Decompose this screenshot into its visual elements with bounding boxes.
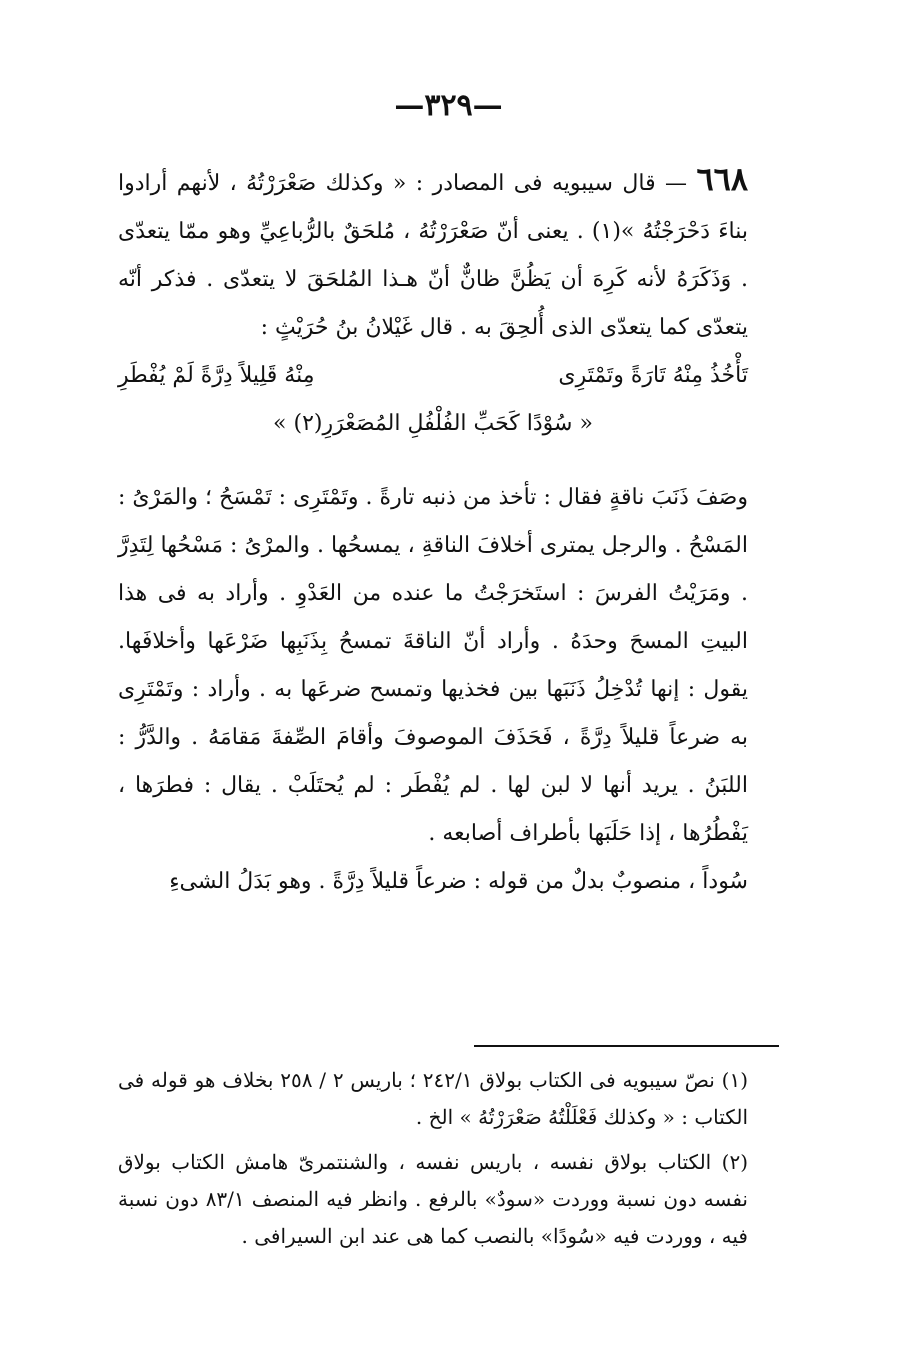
footnote-separator: [474, 1045, 779, 1047]
commentary-paragraph-1: وصَفَ ذَنَبَ ناقةٍ فقال : تأخذ من ذنبه تارةً . وتَمْتَرِى : تَمْسَحُ ؛ والمَرْىُ : المَسْحُ . والرجل يمترى أخلافَ الناقةِ ، يمسحُها . والمرْىُ : مَسْحُها لِتَدِرَّ . ومَرَيْتُ الفرسَ : استَخرَجْتُ ما عنده من العَدْوِ . وأراد به فى هذا البيتِ المسحَ وحدَهُ . وأراد أنّ الناقةَ تمسحُ بِذَنَبِها ضَرْعَها وأخلافَها. يقول : إنها تُدْخِلُ ذَنَبَها بين فخذيها وتمسح ضرعَها به . وأراد : وتَمْتَرِى به ضرعاً قليلاً دِرَّةً ، فَحَذَفَ الموصوفَ وأقامَ الصِّفةَ مَقامَهُ . والدَّرُّ : اللبَنُ . يريد أنها لا لبن لها . لم يُفْطَر : لم يُحتَلَبْ . يقال : فطرَها ، يَفْطُرُها ، إذا حَلَبَها بأطراف أصابعه .: [118, 485, 748, 846]
verse: [118, 352, 748, 448]
verse-line-1: [118, 352, 748, 400]
page-number: —٣٢٩—: [394, 88, 503, 123]
entry-intro: قال سيبويه فى المصادر : « وكذلك صَعْرَرْتُهُ ، لأنهم أرادوا بناءَ دَحْرَجْتُهُ »(١) . يعنى أنّ صَعْرَرْتُهُ ، مُلحَقٌ بالرُّباعِيِّ وهو ممّا يتعدّى . وَذَكَرَهُ لأنه كَرِهَ أن يَظُنَّ ظانٌّ أنّ هـذا المُلحَقَ لا يتعدّى . فذكر أنّه يتعدّى كما يتعدّى الذى أُلحِقَ به . قال غَيْلانُ بنُ حُرَيْثٍ :: [118, 171, 748, 340]
entry-dash: —: [665, 171, 688, 196]
footnote-2: (٢) الكتاب بولاق نفسه ، باريس نفسه ، والشنتمرىّ هامش الكتاب بولاق نفسه دون نسبة ووردت «سودٌ» بالرفع . وانظر فيه المنصف ٨٣/١ دون نسبة فيه ، ووردت فيه «سُودًا» بالنصب كما هى عند ابن السيرافى .: [118, 1150, 748, 1248]
spacer: [118, 448, 748, 474]
verse-line-2: « سُوْدًا كَحَبِّ الفُلْفُلِ المُصَعْرَرِ(٢) »: [273, 411, 593, 436]
footnotes: [118, 1062, 748, 1255]
verse-hemistich-right: تَأْخُذُ مِنْهُ تَارَةً وتَمْتَرِى: [558, 363, 748, 388]
main-text: [118, 155, 748, 906]
verse-hemistich-left: مِنْهُ قَلِيلاً دِرَّةً لَمْ يُفْطَرِ: [118, 363, 315, 388]
commentary-paragraph-2: سُوداً ، منصوبٌ بدلٌ من قوله : ضرعاً قليلاً دِرَّةً . وهو بَدَلُ الشىءِ: [169, 869, 748, 894]
footnote-1: (١) نصّ سيبويه فى الكتاب بولاق ٢٤٢/١ ؛ باريس ٢ / ٢٥٨ بخلاف هو قوله فى الكتاب : « وكذلك فَعْلَلْتُهُ صَعْرَرْتُهُ » الخ .: [118, 1068, 749, 1129]
entry-number: ٦٦٨: [696, 160, 749, 198]
entry-paragraph: [118, 155, 748, 352]
